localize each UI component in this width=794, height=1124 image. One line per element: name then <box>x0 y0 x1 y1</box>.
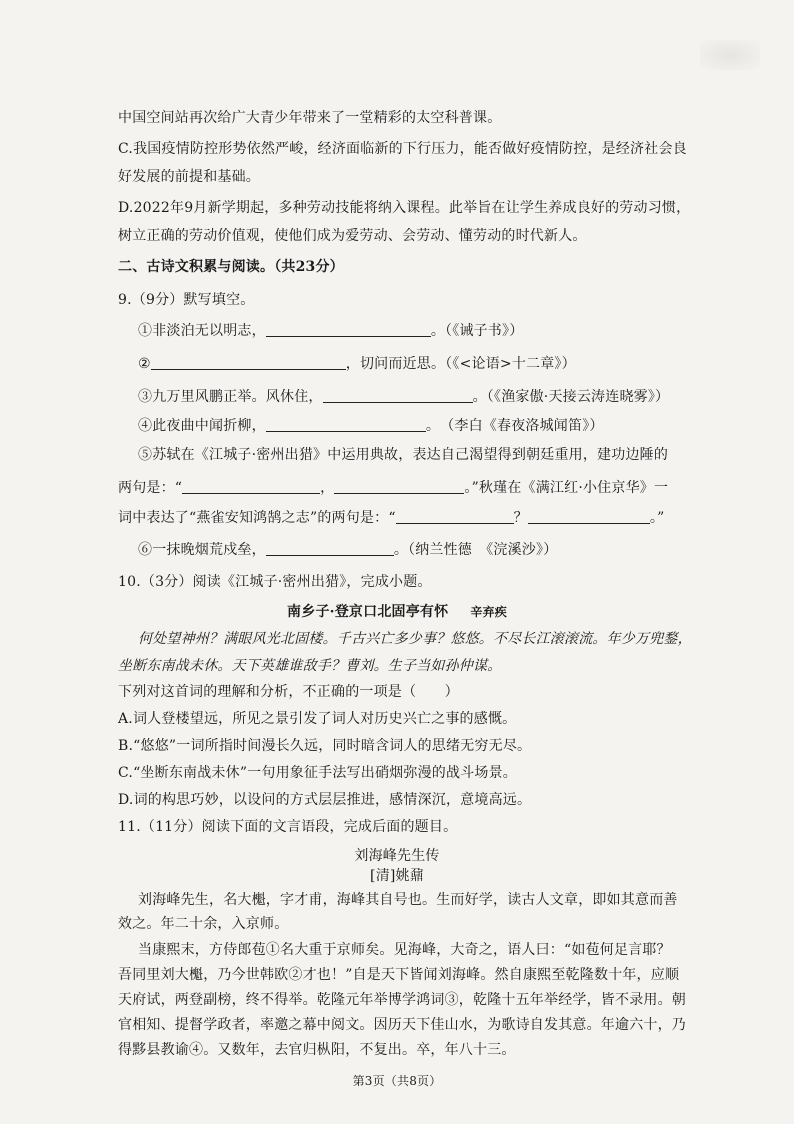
answer-blank[interactable] <box>182 479 320 494</box>
question-9-item-2 <box>138 355 576 373</box>
item-text: ，切问而近思。（《<论语>十二章》） <box>345 356 576 372</box>
answer-blank[interactable] <box>334 479 464 494</box>
item-text: 。（《渔家傲·天接云涛连晓雾》） <box>472 389 670 405</box>
option-b: B.“悠悠”一词所指时间漫长久远，同时暗含词人的思绪无穷无尽。 <box>118 738 532 754</box>
poem-line-2: 坐断东南战未休。天下英雄谁敌手？曹刘。生子当如孙仲谋。 <box>118 658 502 674</box>
question-9-item-5-line3 <box>118 509 664 527</box>
item-text: ①非淡泊无以明志， <box>138 323 266 339</box>
passage-line: 吾同里刘大櫆，乃今世韩欧②才也！”自是天下皆闻刘海峰。然自康熙至乾隆数十年，应顺 <box>118 967 680 983</box>
option-a: A.词人登楼望远，所见之景引发了词人对历史兴亡之事的感慨。 <box>118 711 517 727</box>
passage-line: 效之。年二十余，入京师。 <box>118 916 289 932</box>
item-text: ， <box>320 480 335 496</box>
poem-author: 辛弃疾 <box>470 605 507 619</box>
passage-title: 刘海峰先生传 <box>354 848 440 864</box>
passage-line: 天府试，两登副榜，终不得举。乾隆元年举博学鸿词③，乾隆十五年举经学，皆不录用。朝 <box>118 992 686 1008</box>
option-c-line2: 好发展的前提和基础。 <box>118 169 260 185</box>
text-line: 中国空间站再次给广大青少年带来了一堂精彩的太空科普课。 <box>118 110 502 126</box>
item-text: ④此夜曲中闻折柳， <box>138 418 266 434</box>
question-9-item-6 <box>138 541 557 559</box>
passage-line: 官相知、提督学政者，率邀之幕中阅文。因历天下佳山水，为歌诗自发其意。年逾六十，乃 <box>118 1017 686 1033</box>
passage-author: [清]姚鼐 <box>370 868 424 884</box>
passage-line: 得黟县教谕④。又数年，去官归枞阳，不复出。卒，年八十三。 <box>118 1042 516 1058</box>
question-11-stem: 11.（11分）阅读下面的文言语段，完成后面的题目。 <box>118 819 458 835</box>
question-9-item-4 <box>138 417 604 435</box>
section-heading: 二、古诗文积累与阅读。（共23分） <box>118 259 344 275</box>
answer-blank[interactable] <box>266 417 426 432</box>
poem-title: 南乡子·登京口北固亭有怀 <box>287 604 449 620</box>
page-footer: 第3页（共8页） <box>352 1074 442 1088</box>
item-text: ③九万里风鹏正举。风休住， <box>138 389 323 405</box>
question-9-item-3 <box>138 388 669 406</box>
scan-smudge <box>700 40 760 70</box>
answer-blank[interactable] <box>151 355 346 370</box>
option-d-line2: 树立正确的劳动价值观，使他们成为爱劳动、会劳动、懂劳动的时代新人。 <box>118 228 587 244</box>
answer-blank[interactable] <box>528 509 650 524</box>
passage-line: 刘海峰先生，名大櫆，字才甫，海峰其自号也。生而好学，读古人文章，即如其意而善 <box>138 892 678 908</box>
poem-line-1: 何处望神州？满眼风光北固楼。千古兴亡多少事？悠悠。不尽长江滚滚流。年少万兜鍪， <box>138 631 692 647</box>
item-text: 。”秋瑾在《满江红·小住京华》一 <box>464 480 669 496</box>
answer-blank[interactable] <box>396 509 514 524</box>
item-text: 。（纳兰性德 《浣溪沙》） <box>393 542 558 558</box>
answer-blank[interactable] <box>323 388 473 403</box>
item-text: ② <box>138 356 151 372</box>
option-d: D.词的构思巧妙，以设问的方式层层推进，感情深沉，意境高远。 <box>118 792 532 808</box>
item-text: ？ <box>513 510 528 526</box>
question-9-item-1 <box>138 322 523 340</box>
item-text: 。 （李白《春夜洛城闻笛》） <box>425 418 604 434</box>
question-10-stem: 10.（3分）阅读《江城子·密州出猎》，完成小题。 <box>118 574 432 590</box>
item-text: 。（《诫子书》） <box>430 323 524 339</box>
option-d-line1: D.2022年9月新学期起，多种劳动技能将纳入课程。此举旨在让学生养成良好的劳动习惯， <box>118 200 691 216</box>
answer-blank[interactable] <box>266 322 431 337</box>
question-9-item-5-line2 <box>118 479 668 497</box>
question-9-item-5-line1: ⑤苏轼在《江城子·密州出猎》中运用典故，表达自己渴望得到朝廷重用，建功边陲的 <box>138 447 669 463</box>
item-text: ⑥一抹晚烟荒戍垒， <box>138 542 266 558</box>
option-c: C.“坐断东南战未休”一句用象征手法写出硝烟弥漫的战斗场景。 <box>118 765 517 781</box>
passage-line: 当康熙末，方侍郎苞①名大重于京师矣。见海峰，大奇之，语人曰：“如苞何足言耶？ <box>138 942 671 958</box>
answer-blank[interactable] <box>266 541 394 556</box>
item-text: 两句是：“ <box>118 480 183 496</box>
question-10-prompt: 下列对这首词的理解和分析，不正确的一项是（ ） <box>118 684 459 700</box>
option-c-line1: C.我国疫情防控形势依然严峻，经济面临新的下行压力，能否做好疫情防控，是经济社会良 <box>118 141 687 157</box>
poem-heading <box>0 603 794 621</box>
item-text: 。” <box>649 510 665 526</box>
item-text: 词中表达了“燕雀安知鸿鹄之志”的两句是：“ <box>118 510 396 526</box>
question-9-stem: 9.（9分）默写填空。 <box>118 292 255 308</box>
